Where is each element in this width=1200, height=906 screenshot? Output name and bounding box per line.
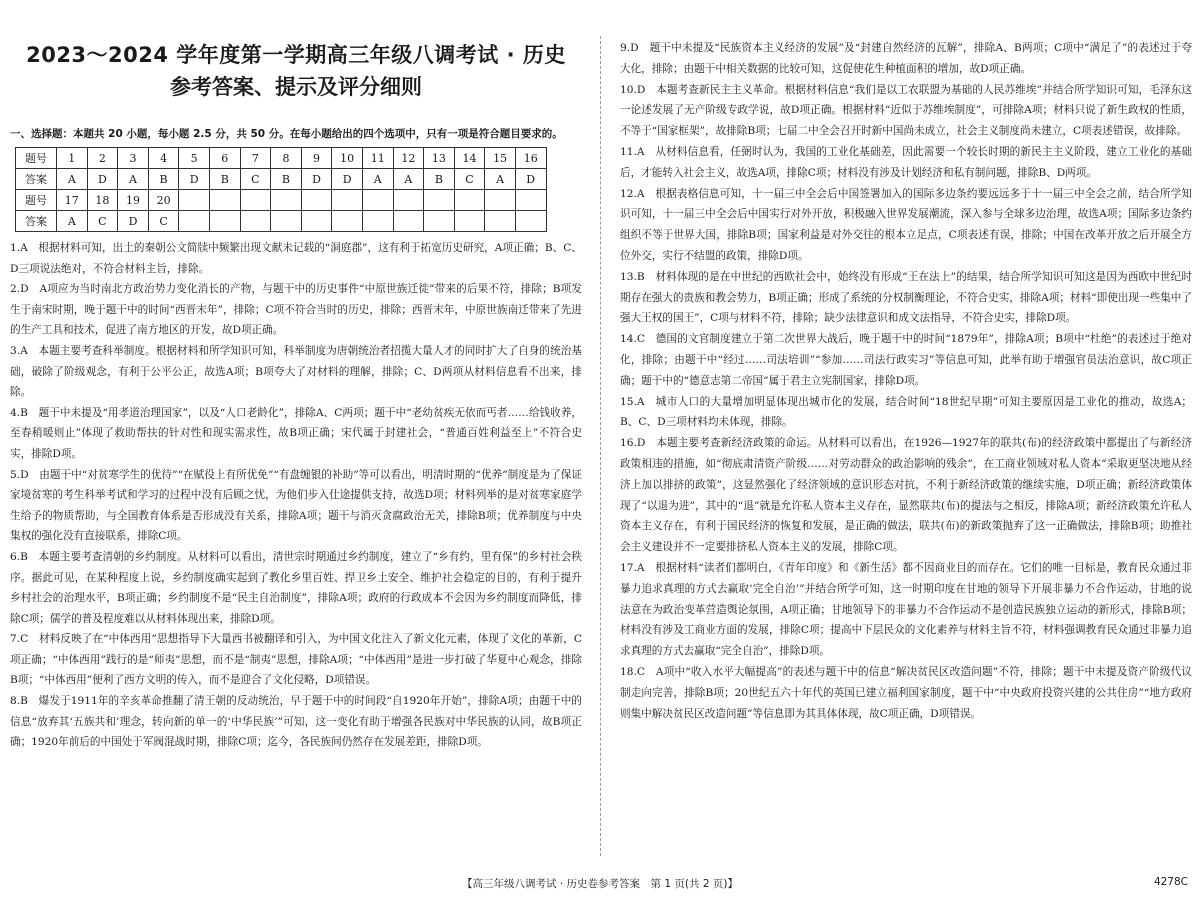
question-number: 1 (57, 148, 88, 169)
answer-cell: A (57, 169, 88, 190)
answer-explanation-10: 10.D 本题考查新民主主义革命。根据材料信息“我们是以工农联盟为基础的人民苏维埃”并结合所学知识可知，毛泽东这一论述发展了无产阶级专政学说，故D项正确。根据材料“近似于苏维埃制度”，可排除A项；材料只说了新生政权的性质，不等于“国家框架”，故排除B项；七届二中全会召开时新中国尚未成立，社会主义制度尚未建立，C项表述错误，故排除。 (620, 83, 1192, 138)
empty-cell (240, 211, 271, 232)
answer-cell: B (271, 169, 302, 190)
row-label-question: 题号 (16, 190, 57, 211)
answer-cell: A (362, 169, 393, 190)
answer-cell: D (118, 211, 149, 232)
row-label-question: 题号 (16, 148, 57, 169)
row-label-answer: 答案 (16, 169, 57, 190)
answer-explanation-9: 9.D 题干中未提及“民族资本主义经济的发展”及“封建自然经济的瓦解”，排除A、B两项；C项中“满足了”的表述过于夸大化，排除；由题干中相关数据的比较可知，这促使花生种植面积的增加，故D项正确。 (620, 42, 1192, 75)
empty-cell (209, 190, 240, 211)
answer-cell: A (57, 211, 88, 232)
empty-cell (424, 211, 455, 232)
answer-explanation-11: 11.A 从材料信息看，任弼时认为，我国的工业化基础差，因此需要一个较长时期的新民主主义阶段，建立工业化的基础后，才能转入社会主义，故选A项，排除C项；材料没有涉及计划经济和私有制问题，排除B、D两项。 (620, 145, 1192, 179)
answer-cell: A (118, 169, 149, 190)
answer-cell: A (485, 169, 516, 190)
answer-explanation-13: 13.B 材料体现的是在中世纪的西欧社会中，始终没有形成“王在法上”的结果，结合所学知识可知这是因为西欧中世纪时期存在强大的贵族和教会势力，B项正确；形成了系统的分权制衡理论，不符合史实，排除A项；材料“即使出现一些集中了强大王权的国王”，C项与材料不符，排除；缺少法律意识和成文法指导，不符合史实，排除D项。 (620, 270, 1192, 325)
page-footer: 【高三年级八调考试 · 历史卷参考答案 第 1 页(共 2 页)】 (462, 878, 738, 890)
answer-cell: D (301, 169, 332, 190)
question-number: 9 (301, 148, 332, 169)
answer-cell: D (332, 169, 363, 190)
question-number: 15 (485, 148, 516, 169)
answer-cell: D (87, 169, 118, 190)
answer-explanation-6: 6.B 本题主要考查清朝的乡约制度。从材料可以看出，清世宗时期通过乡约制度，建立了“乡有约，里有保”的乡村社会秩序。据此可见，在某种程度上说，乡约制度确实起到了教化乡里百姓、捍卫乡土安全、维护社会稳定的目的，有利于提升乡村社会的治理水平，B项正确；乡约制度不是“民主自治制度”，排除A项；政府的行政成本不会因为乡约制度而降低，排除C项；儒学的普及程度难以从材料体现出来，排除D项。 (10, 550, 582, 625)
page-subtitle: 参考答案、提示及评分细则 (170, 75, 422, 99)
empty-cell (485, 211, 516, 232)
question-number: 14 (454, 148, 485, 169)
right-column (620, 38, 1192, 724)
question-number: 20 (148, 190, 179, 211)
question-number: 6 (209, 148, 240, 169)
question-number: 17 (57, 190, 88, 211)
row-label-answer: 答案 (16, 211, 57, 232)
question-number: 3 (118, 148, 149, 169)
question-number: 8 (271, 148, 302, 169)
answer-explanation-4: 4.B 题干中未提及“用孝道治理国家”，以及“人口老龄化”，排除A、C两项；题干中“老幼贫疾无依而丐者……给钱收养，至春稍暖则止”体现了救助帮扶的针对性和现实需求性，故B项正确；宋代属于封建社会，“普通百姓利益至上”不符合史实，排除D项。 (10, 406, 582, 460)
answer-cell: C (454, 169, 485, 190)
answer-table (15, 147, 547, 232)
question-number: 10 (332, 148, 363, 169)
question-number: 4 (148, 148, 179, 169)
answer-explanation-16: 16.D 本题主要考查新经济政策的命运。从材料可以看出，在1926—1927年的联共(布)的经济政策中都提出了与新经济政策相违的措施，如“彻底肃清资产阶级……对劳动群众的政治影响的残余”，在工商业领域对私人资本“采取更坚决地从经济上加以排挤的政策”，这显然强化了经济领域的意识形态对抗，不利于新经济政策的继续实施，D项正确；新经济政策体现了“以退为进”，其中的“退”就是允许私人资本主义存在，显然联共(布)的提法与之相反，排除A项；新经济政策允许私人资本主义存在，有利于国民经济的恢复和发展，是正确的做法，联共(布)的新政策抛弃了这一正确做法，排除B项；助推社会主义建设并不一定要排挤私人资本主义的发展，排除C项。 (620, 437, 1192, 554)
empty-cell (240, 190, 271, 211)
empty-cell (362, 211, 393, 232)
answer-explanation-3: 3.A 本题主要考查科举制度。根据材料和所学知识可知，科举制度为唐朝统治者招揽大量人才的同时扩大了自身的统治基础，破除了阶级观念，有利于公平公正，故选A项；B项夸大了对材料的理解，排除；C、D两项从材料信息看不出来，排除。 (10, 344, 582, 399)
section-heading: 一、选择题：本题共 20 小题，每小题 2.5 分，共 50 分。在每小题给出的四个选项中，只有一项是符合题目要求的。 (10, 128, 563, 140)
answer-cell: C (87, 211, 118, 232)
answer-explanation-8: 8.B 爆发于1911年的辛亥革命推翻了清王朝的反动统治，早于题干中的时间段“自1920年开始”，排除A项；由题干中的信息“放弃其‘五族共和’理念，转向新的单一的‘中华民族’”可知，这一变化有助于增强各民族对中华民族的认同，故B项正确；1920年前后的中国处于军阀混战时期，排除C项；迄今，各民族间仍然存在发展差距，排除D项。 (10, 695, 582, 749)
answer-cell: B (209, 169, 240, 190)
question-number: 12 (393, 148, 424, 169)
answer-cell: C (240, 169, 271, 190)
empty-cell (271, 190, 302, 211)
page-title: 2023～2024 学年度第一学期高三年级八调考试 · 历史 (26, 43, 566, 67)
empty-cell (179, 211, 210, 232)
column-divider (600, 36, 601, 856)
empty-cell (362, 190, 393, 211)
question-number: 5 (179, 148, 210, 169)
empty-cell (424, 190, 455, 211)
empty-cell (209, 211, 240, 232)
empty-cell (454, 190, 485, 211)
answer-explanation-1: 1.A 根据材料可知，出土的秦朝公文简牍中频繁出现文献未记载的“洞庭郡”，这有利于拓宽历史研究，A项正确；B、C、D三项说法绝对，不符合材料主旨，排除。 (10, 242, 582, 275)
answer-explanation-7: 7.C 材料反映了在“中体西用”思想指导下大量西书被翻译和引入，为中国文化注入了新文化元素，体现了文化的革新，C项正确；“中体西用”践行的是“师夷”思想，而不是“制夷”思想，排除A项；“中体西用”是进一步打破了华夏中心观念，排除B项；“中体西用”便利了西方文明的传入，而不是迎合了文化侵略，D项错误。 (10, 633, 582, 687)
answer-cell: D (515, 169, 546, 190)
answer-explanation-18: 18.C A项中“收入水平大幅提高”的表述与题干中的信息“解决贫民区改造问题”不符，排除；题干中未提及资产阶级代议制走向完善，排除B项；20世纪五六十年代的英国已建立福利国家制度，题干中“中央政府投资兴建的公共住房”“地方政府则集中解决贫民区改造问题”等信息即为其具体体现，故C项正确，D项错误。 (620, 665, 1192, 720)
empty-cell (515, 211, 546, 232)
answer-explanation-15: 15.A 城市人口的大量增加明显体现出城市化的发展，结合时间“18世纪早期”可知主要原因是工业化的推动，故选A；B、C、D三项材料均未体现，排除。 (620, 395, 1192, 429)
left-column (10, 36, 582, 753)
document-code: 4278C (1153, 876, 1188, 888)
empty-cell (332, 211, 363, 232)
empty-cell (301, 190, 332, 211)
empty-cell (332, 190, 363, 211)
question-row-2 (16, 190, 547, 211)
answer-row-2 (16, 211, 547, 232)
empty-cell (393, 190, 424, 211)
answer-cell: B (424, 169, 455, 190)
answer-explanation-5: 5.D 由题干中“对贫寒学生的优待”“在赋役上有所优免”“有盘缠银的补助”等可以看出，明清时期的“优养”制度是为了保证家境贫寒的考生科举考试和学习的过程中没有后顾之忧，为他们步入仕途提供支持，故选D项；材料列举的是对贫寒家庭学生给予的物质帮助，与全国教育体系是否形成没有关系，排除A项；题干与消灭贪腐政治无关，排除B项；优养制度与中央集权的强化没有直接联系，排除C项。 (10, 468, 582, 543)
question-number: 18 (87, 190, 118, 211)
answer-cell: C (148, 211, 179, 232)
empty-cell (179, 190, 210, 211)
empty-cell (271, 211, 302, 232)
answer-cell: D (179, 169, 210, 190)
answer-explanation-14: 14.C 德国的文官制度建立于第二次世界大战后，晚于题干中的时间“1879年”，排除A项；B项中“杜绝”的表述过于绝对化，排除；由题干中“经过……司法培训”“参加……司法行政实习”等信息可知，此举有助于增强官员法治意识，故C项正确；题干中的“德意志第二帝国”属于君主立宪制国家，排除D项。 (620, 333, 1192, 387)
answer-cell: B (148, 169, 179, 190)
question-number: 13 (424, 148, 455, 169)
answer-cell: A (393, 169, 424, 190)
question-number: 19 (118, 190, 149, 211)
question-row-1 (16, 148, 547, 169)
empty-cell (515, 190, 546, 211)
question-number: 16 (515, 148, 546, 169)
question-number: 7 (240, 148, 271, 169)
empty-cell (485, 190, 516, 211)
question-number: 11 (362, 148, 393, 169)
empty-cell (301, 211, 332, 232)
question-number: 2 (87, 148, 118, 169)
answer-explanation-17: 17.A 根据材料“读者们都明白，《青年印度》和《新生活》都不因商业目的而存在。它们的唯一目标是，教育民众通过非暴力追求真理的方式去赢取‘完全自治’”并结合所学可知，这一时期印度在甘地的领导下开展非暴力不合作运动，甘地的说法意在为政治变革营造舆论氛围，A项正确；甘地领导下的非暴力不合作运动不是创造民族独立运动的新形式，排除B项；材料没有涉及工商业方面的发展，排除C项；提高中下层民众的文化素养与材料主旨不符，材料强调教育民众通过非暴力追求真理的方式去赢取“完全自治”，排除D项。 (620, 561, 1192, 658)
answer-explanation-2: 2.D A项应为当时南北方政治势力变化消长的产物，与题干中的历史事件“中原世族迁徙”带来的后果不符，排除；B项发生于南宋时期，晚于题干中的时间“西晋末年”，排除；C项不符合当时的历史，排除；西晋末年，中原世族南迁带来了先进的生产工具和技术，促进了南方地区的开发，故D项正确。 (10, 283, 582, 337)
empty-cell (393, 211, 424, 232)
empty-cell (454, 211, 485, 232)
answer-row-1 (16, 169, 547, 190)
answer-explanation-12: 12.A 根据表格信息可知，十一届三中全会后中国签署加入的国际多边条约要远远多于十一届三中全会之前，结合所学知识可知，十一届三中全会后中国实行对外开放，积极融入世界发展潮流，深入参与全球多边治理，故选A项；国际多边条约组织不等于世界大国，排除B项；国家利益是对外交往的根本立足点，C项表述有误，排除；中国在改革开放之后开展全方位外交，实行不结盟的政策，排除D项。 (620, 187, 1192, 262)
